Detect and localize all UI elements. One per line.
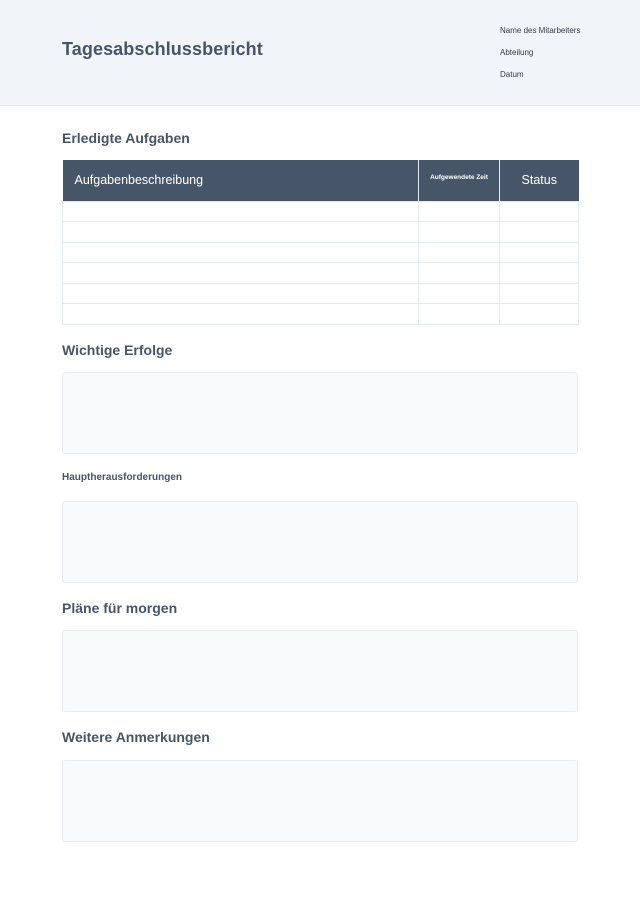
department-label: Abteilung (500, 48, 534, 57)
task-status-cell[interactable] (500, 283, 579, 304)
achievements-heading: Wichtige Erfolge (62, 342, 173, 358)
column-header-time: Aufgewendete Zeit (419, 160, 500, 201)
task-status-cell[interactable] (500, 222, 579, 243)
notes-heading: Weitere Anmerkungen (62, 729, 210, 745)
column-header-description: Aufgabenbeschreibung (63, 160, 419, 201)
task-status-cell[interactable] (500, 242, 579, 263)
task-time-cell[interactable] (419, 304, 500, 325)
task-time-cell[interactable] (419, 263, 500, 284)
task-description-cell[interactable] (63, 222, 419, 243)
column-header-status: Status (500, 160, 579, 201)
employee-meta (500, 25, 580, 91)
table-row (63, 283, 579, 304)
notes-textbox[interactable] (62, 760, 578, 842)
table-row (63, 263, 579, 284)
plans-heading: Pläne für morgen (62, 600, 178, 616)
date-label: Datum (500, 70, 524, 79)
task-status-cell[interactable] (500, 201, 579, 222)
task-description-cell[interactable] (63, 201, 419, 222)
challenges-heading: Hauptherausforderungen (62, 472, 183, 483)
task-description-cell[interactable] (63, 263, 419, 284)
task-status-cell[interactable] (500, 304, 579, 325)
tasks-table-header (63, 160, 579, 201)
table-row (63, 201, 579, 222)
task-time-cell[interactable] (419, 283, 500, 304)
task-time-cell[interactable] (419, 222, 500, 243)
table-row (63, 222, 579, 243)
report-header (0, 0, 640, 106)
task-time-cell[interactable] (419, 242, 500, 263)
task-description-cell[interactable] (63, 242, 419, 263)
task-description-cell[interactable] (63, 283, 419, 304)
employee-name-label: Name des Mitarbeiters (500, 26, 581, 35)
table-row (63, 242, 579, 263)
achievements-textbox[interactable] (62, 372, 578, 454)
tasks-heading: Erledigte Aufgaben (62, 130, 190, 146)
task-description-cell[interactable] (63, 304, 419, 325)
task-time-cell[interactable] (419, 201, 500, 222)
table-row (63, 304, 579, 325)
tasks-table (62, 160, 579, 325)
plans-textbox[interactable] (62, 630, 578, 712)
report-title: Tagesabschlussbericht (62, 39, 263, 59)
task-status-cell[interactable] (500, 263, 579, 284)
challenges-textbox[interactable] (62, 501, 578, 583)
